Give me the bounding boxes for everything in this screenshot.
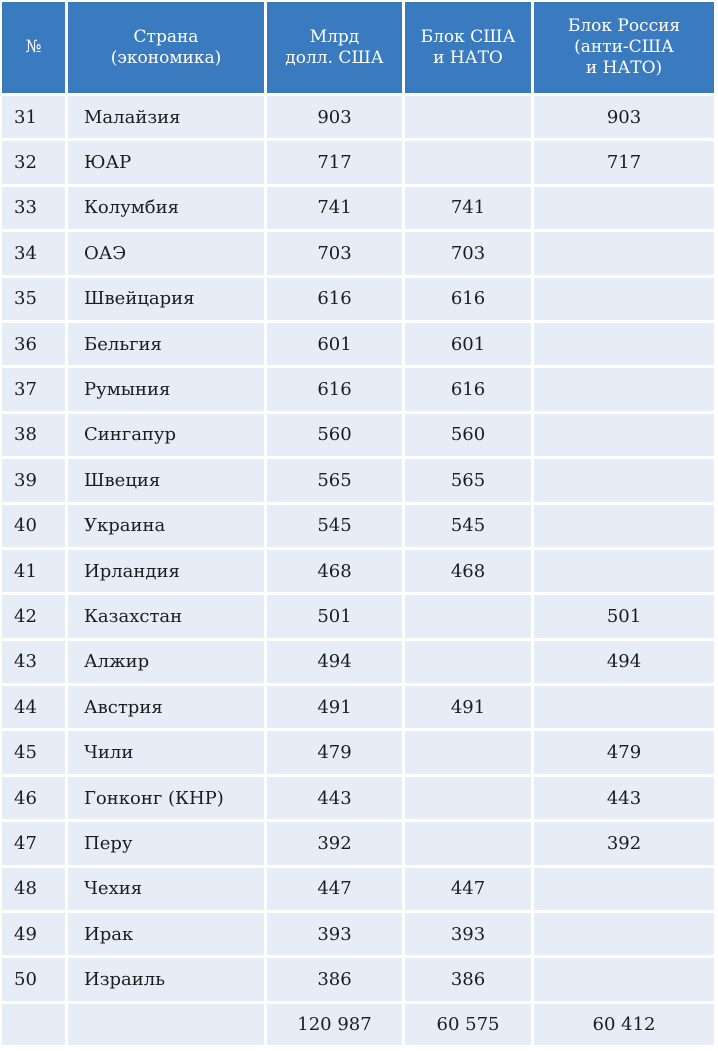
header-gdp: Млрд долл. США — [267, 2, 402, 93]
cell-number: 38 — [2, 414, 65, 456]
cell-usa-bloc: 468 — [405, 550, 531, 592]
cell-usa-bloc — [405, 141, 531, 183]
cell-country: ЮАР — [68, 141, 264, 183]
cell-usa-bloc: 616 — [405, 278, 531, 320]
cell-number: 43 — [2, 641, 65, 683]
table-row — [2, 278, 714, 320]
cell-russia-bloc: 903 — [534, 96, 714, 138]
cell-number: 34 — [2, 232, 65, 274]
cell-country: Колумбия — [68, 187, 264, 229]
cell-russia-bloc — [534, 368, 714, 410]
cell-country: Чили — [68, 731, 264, 773]
table-row — [2, 913, 714, 955]
cell-russia-bloc — [534, 232, 714, 274]
cell-number: 42 — [2, 595, 65, 637]
cell-country: Малайзия — [68, 96, 264, 138]
cell-usa-bloc — [405, 731, 531, 773]
cell-gdp: 560 — [267, 414, 402, 456]
table-row — [2, 414, 714, 456]
cell-russia-bloc — [534, 323, 714, 365]
cell-number: 50 — [2, 958, 65, 1000]
table-row — [2, 777, 714, 819]
cell-gdp: 903 — [267, 96, 402, 138]
total-cell-country — [68, 1004, 264, 1045]
cell-gdp: 386 — [267, 958, 402, 1000]
cell-gdp: 393 — [267, 913, 402, 955]
cell-gdp: 545 — [267, 505, 402, 547]
cell-usa-bloc: 393 — [405, 913, 531, 955]
cell-russia-bloc — [534, 505, 714, 547]
cell-gdp: 616 — [267, 278, 402, 320]
cell-country: Сингапур — [68, 414, 264, 456]
total-cell-usa-bloc: 60 575 — [405, 1004, 531, 1045]
cell-number: 45 — [2, 731, 65, 773]
table-header-row — [2, 2, 714, 93]
cell-russia-bloc — [534, 958, 714, 1000]
cell-usa-bloc: 601 — [405, 323, 531, 365]
cell-number: 39 — [2, 459, 65, 501]
cell-usa-bloc: 703 — [405, 232, 531, 274]
cell-usa-bloc: 741 — [405, 187, 531, 229]
cell-country: Ирак — [68, 913, 264, 955]
table-row — [2, 323, 714, 365]
cell-russia-bloc — [534, 550, 714, 592]
header-usa-bloc: Блок США и НАТО — [405, 2, 531, 93]
cell-country: ОАЭ — [68, 232, 264, 274]
cell-country: Гонконг (КНР) — [68, 777, 264, 819]
cell-number: 37 — [2, 368, 65, 410]
cell-gdp: 479 — [267, 731, 402, 773]
cell-usa-bloc: 565 — [405, 459, 531, 501]
table-row — [2, 686, 714, 728]
cell-russia-bloc: 494 — [534, 641, 714, 683]
cell-russia-bloc — [534, 686, 714, 728]
table-row — [2, 459, 714, 501]
table-row — [2, 550, 714, 592]
header-russia-bloc: Блок Россия (анти-США и НАТО) — [534, 2, 714, 93]
table-row — [2, 595, 714, 637]
cell-number: 32 — [2, 141, 65, 183]
cell-gdp: 447 — [267, 868, 402, 910]
cell-gdp: 741 — [267, 187, 402, 229]
total-cell-number — [2, 1004, 65, 1045]
cell-usa-bloc — [405, 777, 531, 819]
table-row — [2, 958, 714, 1000]
cell-russia-bloc — [534, 187, 714, 229]
cell-country: Бельгия — [68, 323, 264, 365]
cell-country: Румыния — [68, 368, 264, 410]
cell-gdp: 494 — [267, 641, 402, 683]
cell-number: 35 — [2, 278, 65, 320]
table-row — [2, 96, 714, 138]
cell-russia-bloc: 443 — [534, 777, 714, 819]
cell-gdp: 392 — [267, 822, 402, 864]
cell-russia-bloc: 501 — [534, 595, 714, 637]
table-row — [2, 641, 714, 683]
cell-number: 41 — [2, 550, 65, 592]
total-cell-russia-bloc: 60 412 — [534, 1004, 714, 1045]
cell-usa-bloc: 447 — [405, 868, 531, 910]
cell-country: Алжир — [68, 641, 264, 683]
table-row — [2, 232, 714, 274]
totals-row — [2, 1004, 714, 1045]
cell-number: 48 — [2, 868, 65, 910]
table-row — [2, 368, 714, 410]
cell-country: Украина — [68, 505, 264, 547]
cell-russia-bloc — [534, 868, 714, 910]
cell-gdp: 601 — [267, 323, 402, 365]
cell-russia-bloc — [534, 913, 714, 955]
table-row — [2, 141, 714, 183]
table-body — [2, 96, 714, 1045]
cell-gdp: 468 — [267, 550, 402, 592]
cell-country: Казахстан — [68, 595, 264, 637]
cell-gdp: 703 — [267, 232, 402, 274]
cell-country: Австрия — [68, 686, 264, 728]
cell-gdp: 565 — [267, 459, 402, 501]
table-row — [2, 731, 714, 773]
cell-number: 40 — [2, 505, 65, 547]
cell-usa-bloc — [405, 595, 531, 637]
cell-number: 33 — [2, 187, 65, 229]
cell-gdp: 717 — [267, 141, 402, 183]
cell-usa-bloc: 560 — [405, 414, 531, 456]
cell-country: Ирландия — [68, 550, 264, 592]
table-row — [2, 822, 714, 864]
cell-number: 49 — [2, 913, 65, 955]
cell-number: 46 — [2, 777, 65, 819]
total-cell-gdp: 120 987 — [267, 1004, 402, 1045]
table-row — [2, 187, 714, 229]
header-number: № — [2, 2, 65, 93]
cell-gdp: 491 — [267, 686, 402, 728]
cell-russia-bloc — [534, 414, 714, 456]
cell-number: 44 — [2, 686, 65, 728]
header-country: Страна (экономика) — [68, 2, 264, 93]
cell-russia-bloc — [534, 278, 714, 320]
cell-usa-bloc — [405, 641, 531, 683]
cell-gdp: 443 — [267, 777, 402, 819]
cell-usa-bloc: 545 — [405, 505, 531, 547]
cell-gdp: 616 — [267, 368, 402, 410]
cell-usa-bloc — [405, 96, 531, 138]
cell-gdp: 501 — [267, 595, 402, 637]
table-row — [2, 868, 714, 910]
cell-country: Чехия — [68, 868, 264, 910]
cell-number: 47 — [2, 822, 65, 864]
cell-usa-bloc — [405, 822, 531, 864]
cell-country: Швеция — [68, 459, 264, 501]
cell-country: Израиль — [68, 958, 264, 1000]
cell-usa-bloc: 616 — [405, 368, 531, 410]
cell-country: Перу — [68, 822, 264, 864]
cell-usa-bloc: 386 — [405, 958, 531, 1000]
cell-country: Швейцария — [68, 278, 264, 320]
table-row — [2, 505, 714, 547]
cell-russia-bloc: 392 — [534, 822, 714, 864]
cell-russia-bloc: 479 — [534, 731, 714, 773]
cell-number: 31 — [2, 96, 65, 138]
cell-usa-bloc: 491 — [405, 686, 531, 728]
cell-russia-bloc: 717 — [534, 141, 714, 183]
cell-number: 36 — [2, 323, 65, 365]
cell-russia-bloc — [534, 459, 714, 501]
